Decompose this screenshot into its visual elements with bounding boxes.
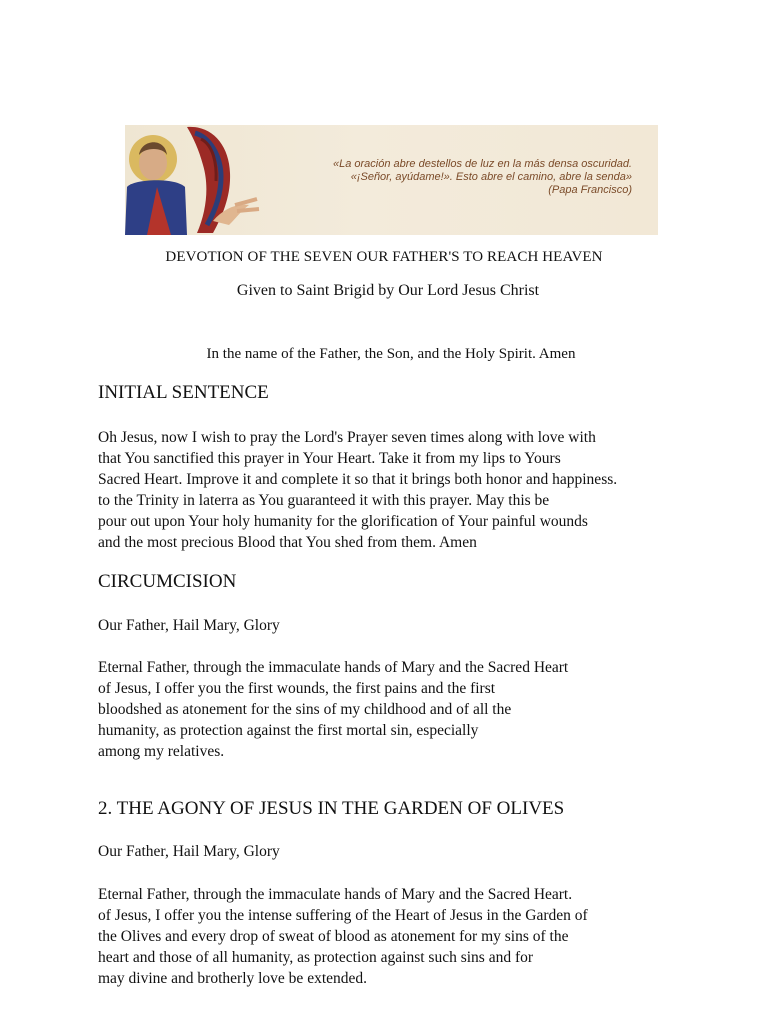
paragraph-line: the Olives and every drop of sweat of blood as atonement for my sins of the	[98, 928, 569, 945]
paragraph-line: among my relatives.	[98, 743, 225, 760]
paragraph-line: may divine and brotherly love be extended.	[98, 970, 368, 987]
section-heading-circumcision: CIRCUMCISION	[98, 571, 237, 592]
paragraph-line: Oh Jesus, now I wish to pray the Lord's Prayer seven times along with love with	[98, 429, 596, 446]
section-paragraph	[98, 427, 617, 553]
prayers-line: Our Father, Hail Mary, Glory	[98, 617, 280, 634]
section-paragraph	[98, 884, 588, 989]
quote-line: «¡Señor, ayúdame!». Esto abre el camino, abre la senda»	[350, 171, 632, 183]
paragraph-line: bloodshed as atonement for the sins of my childhood and of all the	[98, 701, 512, 718]
document-subtitle: Given to Saint Brigid by Our Lord Jesus Christ	[236, 282, 540, 299]
header-banner	[117, 125, 658, 235]
section-paragraph	[98, 657, 568, 762]
paragraph-line: humanity, as protection against the first mortal sin, especially	[98, 722, 479, 739]
paragraph-line: Eternal Father, through the immaculate hands of Mary and the Sacred Heart.	[98, 886, 573, 903]
paragraph-line: of Jesus, I offer you the first wounds, the first pains and the first	[98, 680, 496, 697]
prayers-line: Our Father, Hail Mary, Glory	[98, 843, 280, 860]
quote-attribution: (Papa Francisco)	[548, 184, 632, 196]
paragraph-line: to the Trinity in laterra as You guaranteed it with this prayer. May this be	[98, 492, 550, 509]
section-heading-agony: 2. THE AGONY OF JESUS IN THE GARDEN OF OLIVES	[98, 798, 565, 819]
paragraph-line: heart and those of all humanity, as protection against such sins and for	[98, 949, 534, 966]
paragraph-line: and the most precious Blood that You shed from them. Amen	[98, 534, 477, 551]
paragraph-line: Sacred Heart. Improve it and complete it so that it brings both honor and happiness.	[98, 471, 618, 488]
paragraph-line: of Jesus, I offer you the intense suffering of the Heart of Jesus in the Garden of	[98, 907, 588, 924]
angel-illustration	[117, 125, 267, 235]
section-heading-initial-sentence: INITIAL SENTENCE	[98, 382, 269, 403]
paragraph-line: pour out upon Your holy humanity for the glorification of Your painful wounds	[98, 513, 588, 530]
paragraph-line: Eternal Father, through the immaculate hands of Mary and the Sacred Heart	[98, 659, 569, 676]
quote-line: «La oración abre destellos de luz en la más densa oscuridad.	[332, 158, 632, 170]
banner-quote	[252, 158, 632, 197]
paragraph-line: that You sanctified this prayer in Your Heart. Take it from my lips to Yours	[98, 450, 561, 467]
invocation: In the name of the Father, the Son, and the Holy Spirit. Amen	[206, 346, 576, 362]
document-title: DEVOTION OF THE SEVEN OUR FATHER'S TO REACH HEAVEN	[165, 249, 603, 265]
